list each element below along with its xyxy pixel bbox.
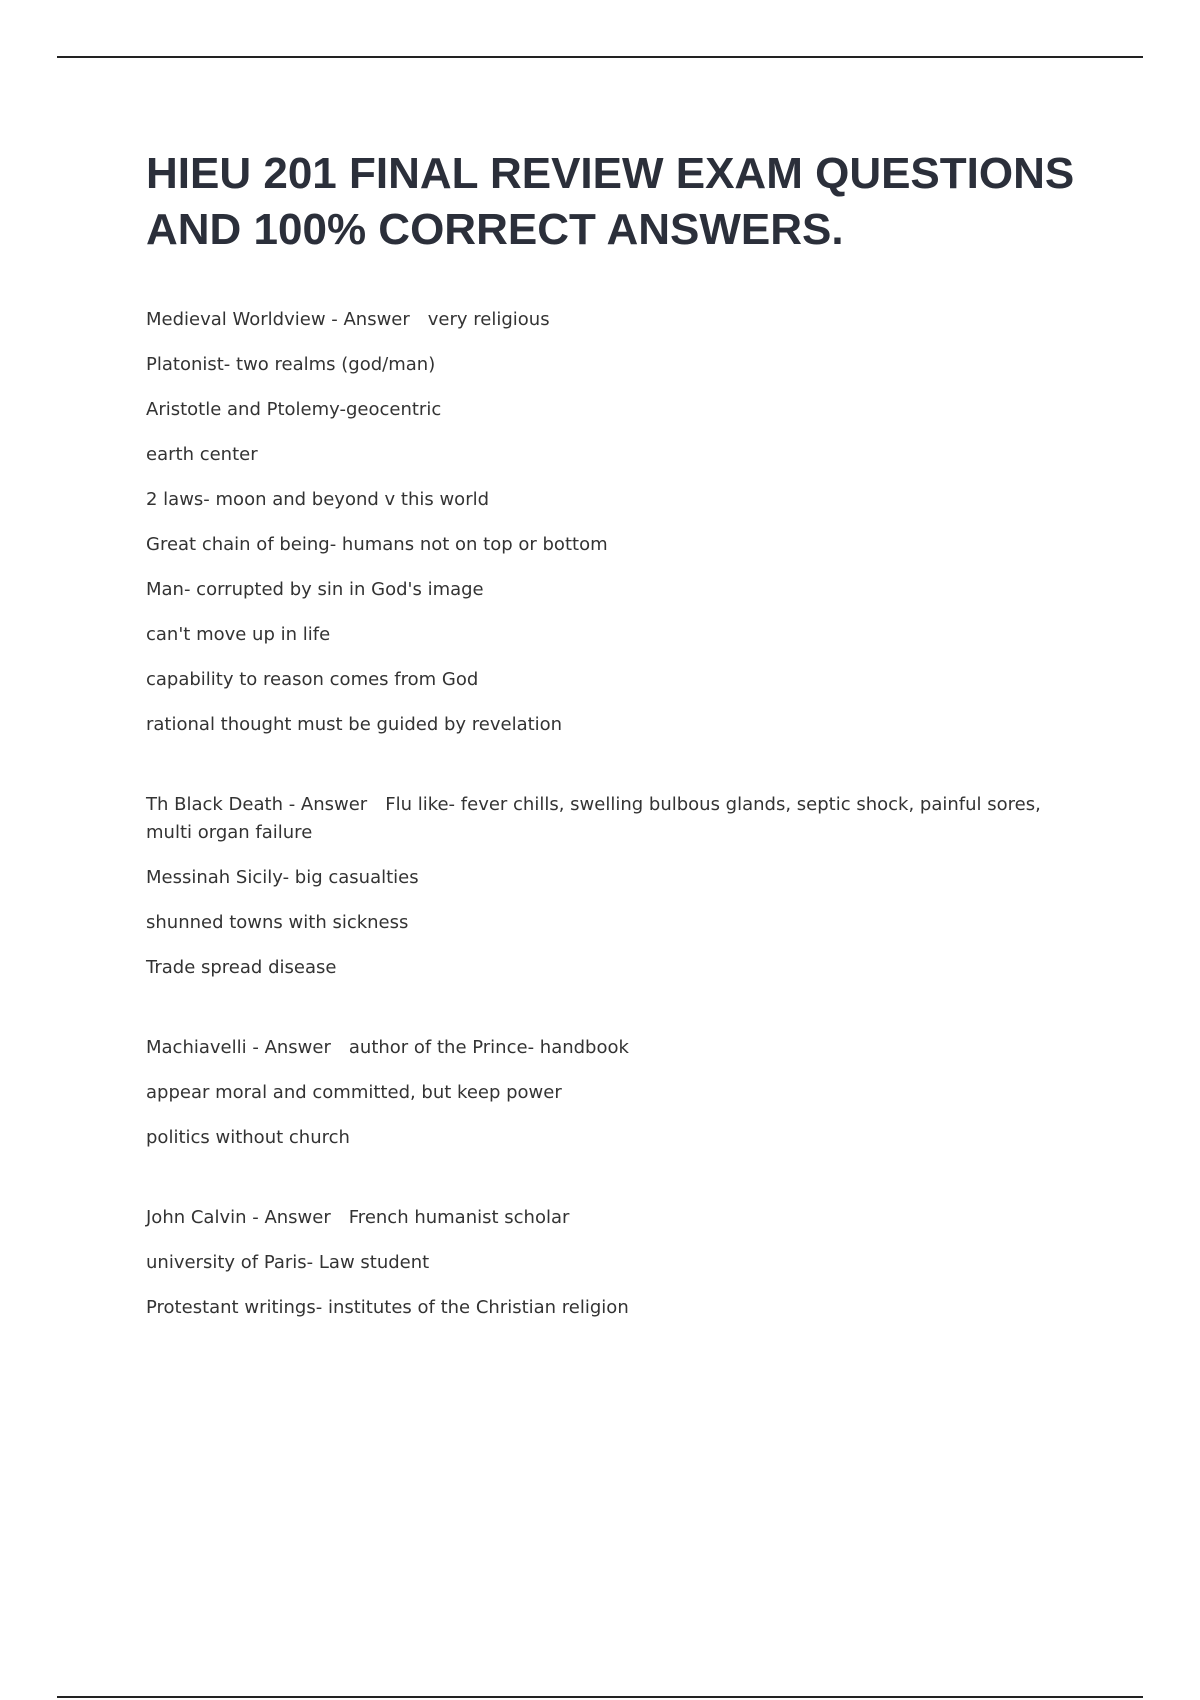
qa-answer: author of the Prince- handbook [348,1037,629,1058]
qa-term: Th Black Death - Answer [146,794,368,815]
qa-answer-line: appear moral and committed, but keep power [146,1082,562,1103]
page-title: HIEU 201 FINAL REVIEW EXAM QUESTIONS AND 100% CORRECT ANSWERS. [146,149,1075,254]
qa-answer-line: 2 laws- moon and beyond v this world [146,489,490,510]
qa-answer-line: rational thought must be guided by revelation [146,714,563,735]
top-rule [57,56,1143,58]
qa-answer-line: earth center [146,444,258,465]
qa-answer-line: shunned towns with sickness [146,912,409,933]
qa-answer: very religious [427,309,550,330]
qa-answer-line: Trade spread disease [146,957,337,978]
qa-question-line [146,791,1086,847]
qa-item [146,791,1086,982]
qa-answer-line: university of Paris- Law student [146,1252,430,1273]
qa-answer-line: Protestant writings- institutes of the Christian religion [146,1297,629,1318]
bottom-rule [57,1696,1143,1698]
qa-term: Machiavelli - Answer [146,1037,331,1058]
qa-answer-line: Platonist- two realms (god/man) [146,354,436,375]
qa-answer: Flu like- fever chills, swelling bulbous glands, septic shock, painful sores, multi organ failure [146,794,1041,843]
qa-answer-line: can't move up in life [146,624,331,645]
qa-answer-line: Aristotle and Ptolemy-geocentric [146,399,442,420]
document-body [146,146,1086,1374]
qa-question-line [146,1034,1086,1062]
qa-term: John Calvin - Answer [146,1207,331,1228]
qa-term: Medieval Worldview - Answer [146,309,410,330]
qa-answer-line: politics without church [146,1127,350,1148]
qa-answer-line: Messinah Sicily- big casualties [146,867,419,888]
qa-list [146,306,1086,1322]
qa-answer-line: Man- corrupted by sin in God's image [146,579,484,600]
qa-question-line [146,306,1086,334]
qa-answer: French humanist scholar [348,1207,570,1228]
qa-question-line [146,1204,1086,1232]
qa-item [146,1204,1086,1322]
qa-item [146,306,1086,739]
qa-answer-line: capability to reason comes from God [146,669,479,690]
qa-answer-line: Great chain of being- humans not on top or bottom [146,534,608,555]
qa-item [146,1034,1086,1152]
